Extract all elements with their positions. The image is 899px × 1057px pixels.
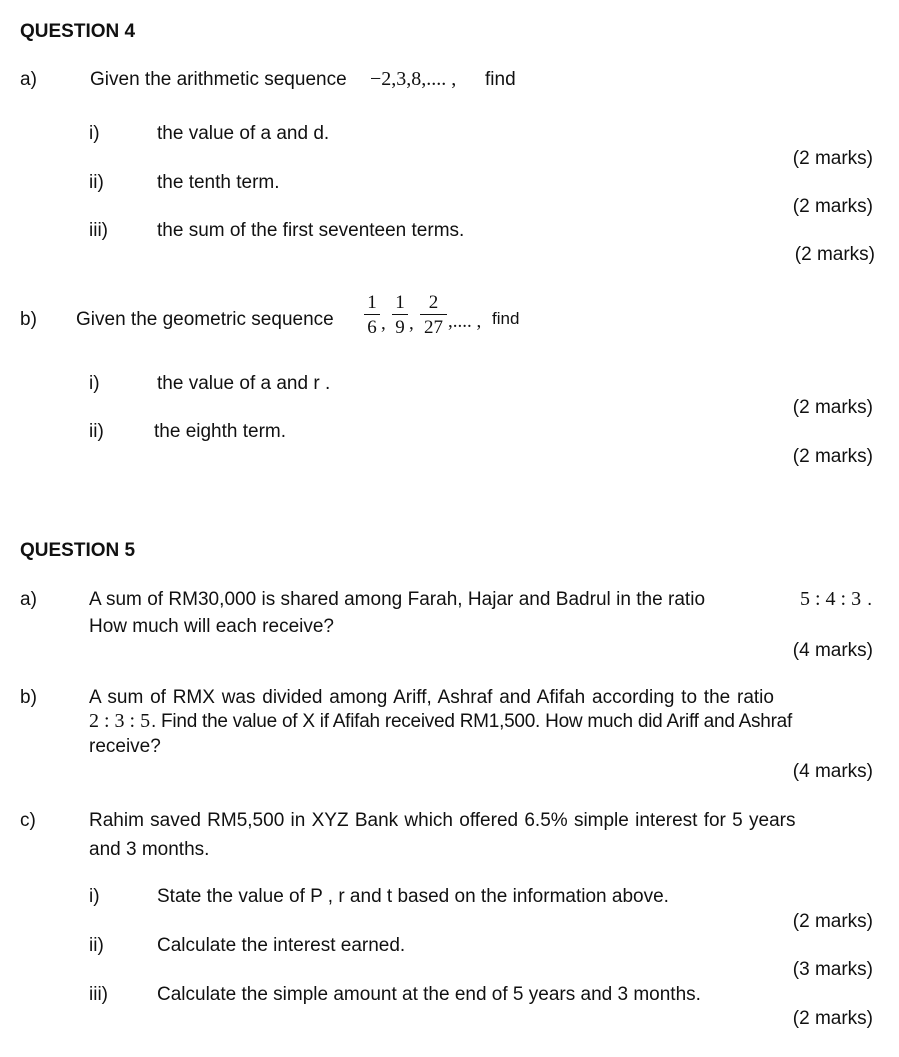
sequence-tail: ,.... , <box>448 311 482 332</box>
q5-a-marks: (4 marks) <box>792 640 873 661</box>
q5-c-i-marks: (2 marks) <box>792 911 873 932</box>
q4-a-i-marks: (2 marks) <box>792 148 873 169</box>
q4-b-i-label: i) <box>89 373 100 394</box>
q5-c-ii-text: Calculate the interest earned. <box>157 935 406 956</box>
fraction-numerator: 1 <box>364 293 380 315</box>
q5-b-line3: receive? <box>89 736 161 757</box>
q4-b-ii-label: ii) <box>89 421 104 442</box>
fraction-separator: , <box>381 313 386 334</box>
q5-b-marks: (4 marks) <box>792 761 873 782</box>
fraction-one-sixth <box>364 293 380 337</box>
q4-a-text: Given the arithmetic sequence <box>90 69 347 90</box>
question-4-title: QUESTION 4 <box>20 21 136 42</box>
q4-a-ii-text: the tenth term. <box>157 172 280 193</box>
fraction-separator: , <box>409 313 414 334</box>
q4-a-sequence: −2,3,8,.... , <box>370 68 457 90</box>
q4-a-i-label: i) <box>89 123 100 144</box>
q4-b-label: b) <box>20 309 37 330</box>
q5-c-iii-label: iii) <box>89 984 108 1005</box>
q4-a-label: a) <box>20 69 37 90</box>
q4-b-ii-marks: (2 marks) <box>792 446 873 467</box>
q5-c-ii-label: ii) <box>89 935 104 956</box>
fraction-one-ninth <box>392 293 408 337</box>
q5-a-label: a) <box>20 589 37 610</box>
q5-b-line1: A sum of RMX was divided among Ariff, Ashraf and Afifah according to the ratio <box>89 687 774 708</box>
q5-c-line2: and 3 months. <box>89 839 210 860</box>
q4-a-ii-label: ii) <box>89 172 104 193</box>
q4-b-find: find <box>492 309 520 328</box>
q5-a-line2: How much will each receive? <box>89 616 334 637</box>
q5-c-label: c) <box>20 810 36 831</box>
fraction-denominator: 9 <box>395 317 405 338</box>
q5-a-period: . <box>867 589 873 610</box>
q4-b-text: Given the geometric sequence <box>76 309 334 330</box>
q5-c-line1: Rahim saved RM5,500 in XYZ Bank which offered 6.5% simple interest for 5 years <box>89 810 796 831</box>
q4-a-i-text: the value of a and d. <box>157 123 330 144</box>
q4-a-iii-marks: (2 marks) <box>794 244 875 265</box>
q5-b-label: b) <box>20 687 37 708</box>
fraction-denominator: 6 <box>367 317 377 338</box>
q5-b-line2: . Find the value of X if Afifah received RM1,500. How much did Ariff and Ashraf <box>151 711 793 732</box>
q4-b-i-text: the value of a and r . <box>157 373 331 394</box>
q4-a-ii-marks: (2 marks) <box>792 196 873 217</box>
q4-b-i-marks: (2 marks) <box>792 397 873 418</box>
q5-b-ratio: 2 : 3 : 5 <box>89 710 151 732</box>
fraction-numerator: 1 <box>392 293 408 315</box>
q4-b-ii-text: the eighth term. <box>154 421 287 442</box>
fraction-numerator: 2 <box>420 293 447 315</box>
q5-a-ratio: 5 : 4 : 3 <box>800 588 862 610</box>
q5-c-iii-marks: (2 marks) <box>792 1008 873 1029</box>
q5-c-i-text: State the value of P , r and t based on the information above. <box>157 886 669 907</box>
q4-a-iii-text: the sum of the first seventeen terms. <box>157 220 465 241</box>
q4-a-find: find <box>485 69 516 90</box>
fraction-two-twentysevenths <box>420 293 447 337</box>
q4-a-iii-label: iii) <box>89 220 108 241</box>
q5-c-ii-marks: (3 marks) <box>792 959 873 980</box>
fraction-denominator: 27 <box>424 317 443 338</box>
q5-c-iii-text: Calculate the simple amount at the end of 5 years and 3 months. <box>157 984 701 1005</box>
q5-c-i-label: i) <box>89 886 100 907</box>
question-5-title: QUESTION 5 <box>20 540 136 561</box>
q5-a-line1: A sum of RM30,000 is shared among Farah, Hajar and Badrul in the ratio <box>89 589 706 610</box>
